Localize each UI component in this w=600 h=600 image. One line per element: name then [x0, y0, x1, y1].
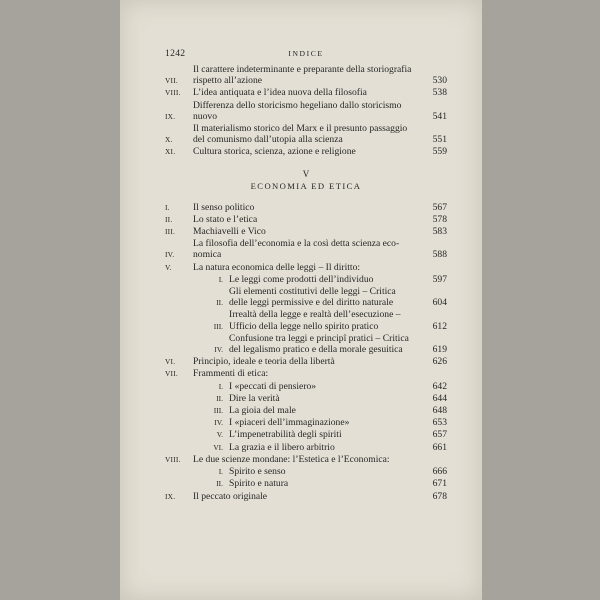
subentry-number: V.	[216, 430, 223, 440]
subentry-number: III.	[213, 321, 223, 331]
subentry-title: I «piaceri dell’immaginazione»	[229, 417, 350, 429]
entry-page: 678	[432, 490, 447, 502]
entry-number: IX.	[165, 111, 176, 121]
entry-title: Frammenti di etica:	[193, 368, 269, 380]
entry-title: Le due scienze mondane: l’Estetica e l’Economica:	[193, 453, 390, 465]
subentry-page: 653	[432, 417, 447, 429]
subentry-number: IV.	[214, 345, 223, 355]
running-title: INDICE	[288, 49, 324, 58]
subentry-page: 661	[432, 441, 447, 453]
entry-title: Differenza dello storicismo hegeliano dallo storicismo nuovo	[193, 99, 402, 122]
entry-page: 538	[432, 87, 447, 99]
entry-page: 530	[432, 75, 447, 87]
toc-entry	[165, 238, 447, 260]
entry-number: IX.	[165, 491, 176, 501]
entry-number: VII.	[165, 369, 178, 379]
entry-page: 583	[432, 226, 447, 238]
subentry-number: I.	[218, 467, 223, 477]
entry-number: I.	[165, 202, 170, 212]
toc-entry	[165, 214, 447, 225]
entry-number: IV.	[165, 250, 175, 260]
toc-subentry	[165, 333, 447, 355]
subentry-title: La grazia e il libero arbitrio	[229, 441, 335, 453]
toc-entry	[165, 226, 447, 237]
entry-number: III.	[165, 227, 176, 237]
subentry-page: 597	[432, 273, 447, 285]
subentry-title: La gioia del male	[229, 405, 296, 417]
toc-subentry	[165, 286, 447, 308]
entry-page: 626	[432, 356, 447, 368]
toc-subentry	[165, 478, 447, 489]
toc-subentry	[165, 274, 447, 285]
subentry-title: Dire la verità	[229, 392, 280, 404]
entry-title: Lo stato e l’etica	[193, 213, 258, 225]
subentry-title: I «peccati di pensiero»	[229, 380, 317, 392]
subentry-number: I.	[218, 274, 223, 284]
entry-number: X.	[165, 135, 173, 145]
subentry-title: Spirito e natura	[229, 478, 289, 490]
entry-page: 541	[432, 110, 447, 122]
entry-number: II.	[165, 214, 173, 224]
subentry-page: 657	[432, 429, 447, 441]
entry-title: Il peccato originale	[193, 490, 268, 502]
subentry-page: 648	[432, 405, 447, 417]
section-number: V	[302, 168, 310, 179]
entry-page: 578	[432, 213, 447, 225]
entry-number: VIII.	[165, 454, 181, 464]
toc-entry	[165, 454, 447, 465]
subentry-number: II.	[216, 298, 223, 308]
book-page	[120, 0, 482, 600]
subentry-title: Spirito e senso	[229, 466, 286, 478]
subentry-page: 604	[432, 297, 447, 309]
toc-entry	[165, 87, 447, 98]
toc-subentry	[165, 393, 447, 404]
entry-title: Principio, ideale e teoria della libertà	[193, 356, 335, 368]
entry-title: La filosofia dell’economia e la così detta scienza economica	[193, 238, 400, 261]
subentry-number: II.	[216, 479, 223, 489]
toc-subentry	[165, 429, 447, 440]
entry-number: VII.	[165, 76, 178, 86]
subentry-title: Confusione tra leggi e principî pratici – Critica del legalismo pratico e della morale gesuitica	[229, 332, 409, 356]
entry-page: 551	[432, 134, 447, 146]
subentry-page: 671	[432, 478, 447, 490]
entry-number: V.	[165, 262, 172, 272]
entry-title: L’idea antiquata e l’idea nuova della filosofia	[193, 87, 367, 99]
toc-entry	[165, 100, 447, 122]
section-header	[165, 168, 447, 192]
entry-title: Il materialismo storico del Marx e il presunto passaggio del comunismo dall’utopia alla scienza	[193, 123, 408, 146]
entry-page: 559	[432, 146, 447, 158]
entry-number: VI.	[165, 357, 176, 367]
toc-entry	[165, 123, 447, 145]
toc-entry	[165, 368, 447, 379]
toc-entry	[165, 64, 447, 86]
subentry-page: 644	[432, 392, 447, 404]
toc-subentry	[165, 466, 447, 477]
subentry-number: III.	[213, 406, 223, 416]
subentry-number: I.	[218, 381, 223, 391]
subentry-title: Gli elementi costitutivi delle leggi – Critica delle leggi permissive e del diritto naturale	[229, 286, 396, 309]
entry-page: 588	[432, 249, 447, 261]
entry-title: Il senso politico	[193, 201, 255, 213]
entry-title: Cultura storica, scienza, azione e religione	[193, 146, 356, 158]
toc-subentry	[165, 309, 447, 331]
toc-subentry	[165, 381, 447, 392]
entry-title: La natura economica delle leggi – Il diritto:	[193, 261, 361, 273]
subentry-page: 619	[432, 344, 447, 356]
toc-entry	[165, 262, 447, 273]
subentry-title: Le leggi come prodotti dell’individuo	[229, 273, 374, 285]
toc-entry	[165, 356, 447, 367]
toc-subentry	[165, 442, 447, 453]
subentry-title: Irrealtà della legge e realtà dell’esecuzione – Ufficio della legge nello spirito pratico	[229, 309, 401, 332]
entry-page: 567	[432, 201, 447, 213]
subentry-page: 666	[432, 466, 447, 478]
toc-subentry	[165, 417, 447, 428]
subentry-number: II.	[216, 393, 223, 403]
entry-title: Machiavelli e Vico	[193, 226, 266, 238]
toc-subentry	[165, 405, 447, 416]
page-number: 1242	[165, 48, 186, 59]
entry-title: Il carattere indeterminante e preparante della storiografia rispetto all’azione	[193, 64, 412, 87]
subentry-title: L’impenetrabilità degli spiriti	[229, 429, 342, 441]
entry-number: XI.	[165, 147, 176, 157]
toc-entry	[165, 202, 447, 213]
toc-entry	[165, 491, 447, 502]
running-head	[165, 48, 447, 60]
subentry-page: 642	[432, 380, 447, 392]
subentry-number: IV.	[214, 418, 223, 428]
section-title: ECONOMIA ED ETICA	[250, 180, 362, 191]
toc-entry	[165, 146, 447, 157]
index-content	[165, 48, 447, 503]
entry-number: VIII.	[165, 88, 181, 98]
subentry-page: 612	[432, 320, 447, 332]
subentry-number: VI.	[213, 442, 223, 452]
